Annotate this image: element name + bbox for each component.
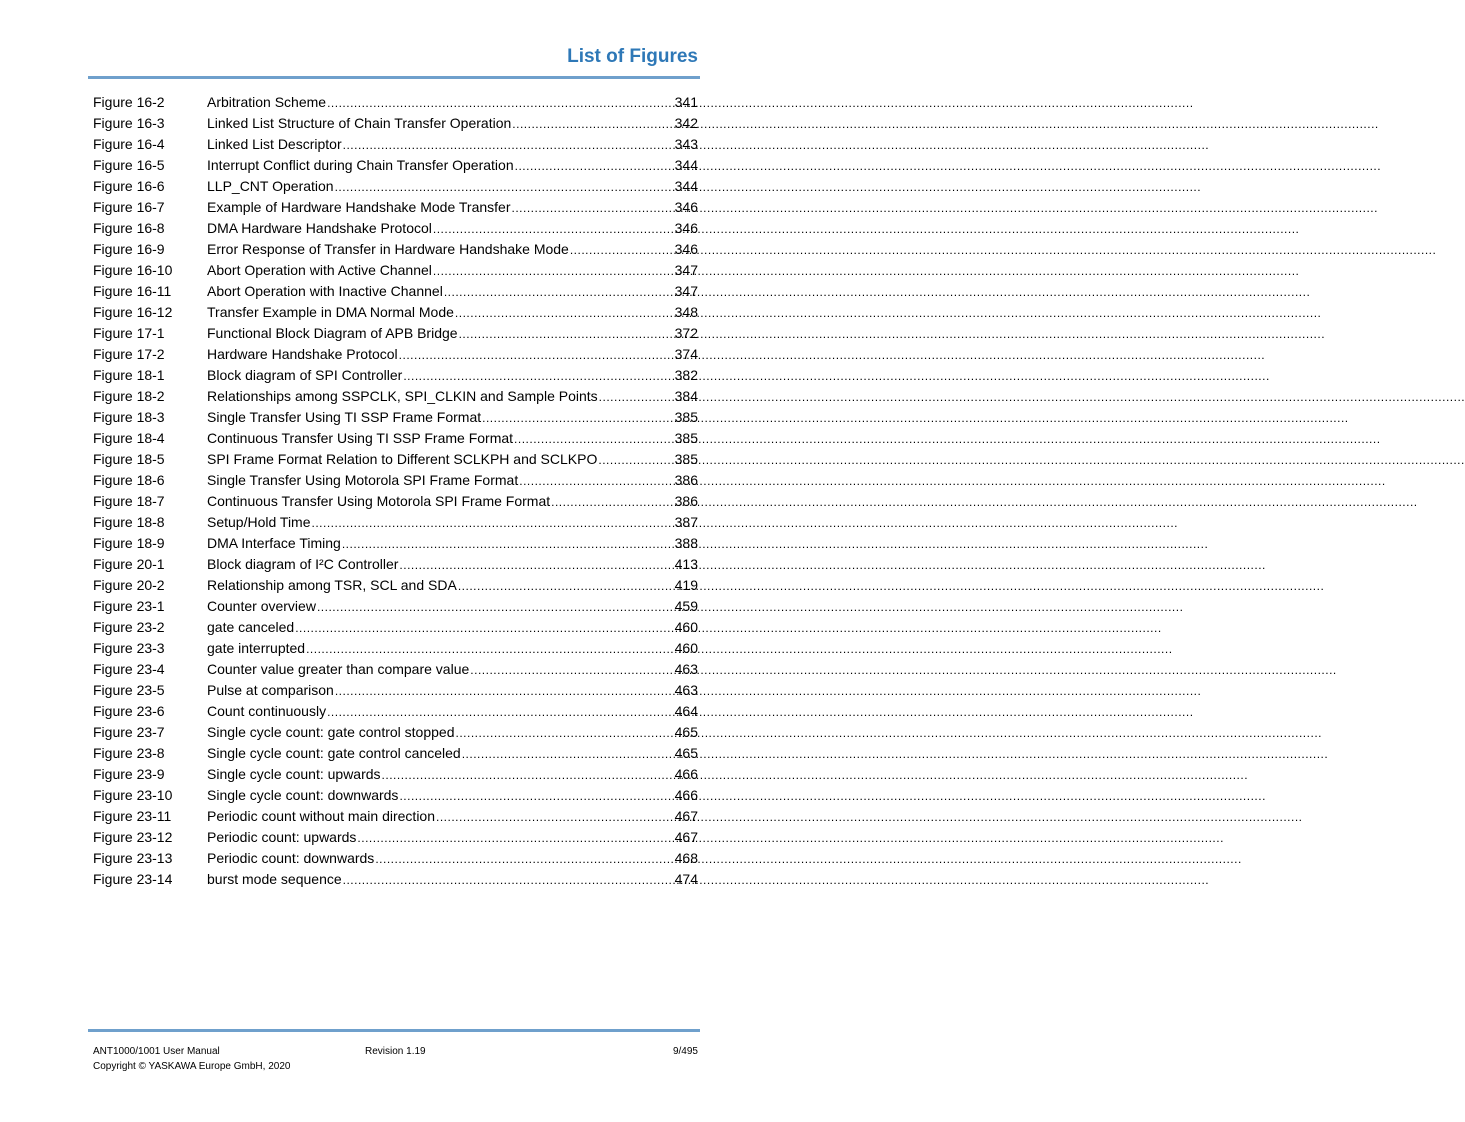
dot-leader bbox=[335, 681, 674, 702]
dot-leader bbox=[470, 660, 673, 681]
figure-entry[interactable] bbox=[93, 407, 698, 428]
dot-leader bbox=[455, 303, 674, 324]
figure-title: gate canceled bbox=[207, 619, 295, 635]
figure-entry[interactable] bbox=[93, 869, 698, 890]
dot-leader bbox=[599, 387, 674, 408]
figure-page-number: 460 bbox=[674, 640, 698, 656]
figure-number: Figure 18-7 bbox=[93, 493, 165, 509]
dot-leader bbox=[436, 807, 674, 828]
dot-leader bbox=[382, 765, 674, 786]
figure-title: Arbitration Scheme bbox=[207, 94, 327, 110]
figure-page-number: 468 bbox=[674, 850, 698, 866]
figure-page-number: 460 bbox=[674, 619, 698, 635]
figure-number: Figure 18-2 bbox=[93, 388, 165, 404]
figure-title: Pulse at comparison bbox=[207, 682, 334, 698]
dot-leader bbox=[482, 408, 674, 429]
figure-title: Counter overview bbox=[207, 598, 316, 614]
dot-leader bbox=[570, 240, 674, 261]
figure-entry[interactable] bbox=[93, 491, 698, 512]
figure-title: Periodic count: upwards bbox=[207, 829, 357, 845]
dot-leader bbox=[551, 492, 674, 513]
figure-entry[interactable] bbox=[93, 470, 698, 491]
dot-leader bbox=[399, 345, 674, 366]
figure-entry[interactable] bbox=[93, 617, 698, 638]
figure-number: Figure 16-2 bbox=[93, 94, 165, 110]
figure-number: Figure 16-11 bbox=[93, 283, 172, 299]
figure-entry[interactable] bbox=[93, 764, 698, 785]
figure-page-number: 343 bbox=[674, 136, 698, 152]
dot-leader bbox=[317, 597, 674, 618]
dot-leader bbox=[335, 177, 674, 198]
figure-entry[interactable] bbox=[93, 92, 698, 113]
figure-number: Figure 23-9 bbox=[93, 766, 165, 782]
figure-page-number: 474 bbox=[674, 871, 698, 887]
dot-leader bbox=[512, 114, 673, 135]
figure-entry[interactable] bbox=[93, 386, 698, 407]
page-title: List of Figures bbox=[567, 46, 698, 67]
figure-title: Continuous Transfer Using TI SSP Frame Format bbox=[207, 430, 514, 446]
figure-number: Figure 20-2 bbox=[93, 577, 165, 593]
figure-title: Single cycle count: upwards bbox=[207, 766, 381, 782]
footer-divider bbox=[88, 1029, 700, 1032]
figure-number: Figure 23-2 bbox=[93, 619, 165, 635]
figure-title: Linked List Structure of Chain Transfer Operation bbox=[207, 115, 512, 131]
figure-number: Figure 16-7 bbox=[93, 199, 165, 215]
figure-page-number: 342 bbox=[674, 115, 698, 131]
figure-title: SPI Frame Format Relation to Different SCLKPH and SCLKPO bbox=[207, 451, 598, 467]
figure-page-number: 344 bbox=[674, 157, 698, 173]
figure-list bbox=[93, 92, 698, 890]
figure-title: Relationships among SSPCLK, SPI_CLKIN and Sample Points bbox=[207, 388, 598, 404]
figure-page-number: 385 bbox=[674, 409, 698, 425]
figure-title: Periodic count without main direction bbox=[207, 808, 436, 824]
figure-title: Hardware Handshake Protocol bbox=[207, 346, 398, 362]
figure-page-number: 348 bbox=[674, 304, 698, 320]
footer-page-number: 9/495 bbox=[672, 1046, 698, 1057]
dot-leader bbox=[375, 849, 673, 870]
figure-title: Functional Block Diagram of APB Bridge bbox=[207, 325, 458, 341]
figure-entry[interactable] bbox=[93, 323, 698, 344]
dot-leader bbox=[598, 450, 673, 471]
figure-number: Figure 16-12 bbox=[93, 304, 173, 320]
figure-entry[interactable] bbox=[93, 365, 698, 386]
figure-page-number: 387 bbox=[674, 514, 698, 530]
figure-number: Figure 18-8 bbox=[93, 514, 165, 530]
footer-revision: Revision 1.19 bbox=[365, 1046, 426, 1057]
figure-number: Figure 18-6 bbox=[93, 472, 165, 488]
figure-number: Figure 16-5 bbox=[93, 157, 165, 173]
figure-page-number: 385 bbox=[674, 451, 698, 467]
figure-entry[interactable] bbox=[93, 827, 698, 848]
figure-number: Figure 18-1 bbox=[93, 367, 165, 383]
figure-entry[interactable] bbox=[93, 680, 698, 701]
figure-entry[interactable] bbox=[93, 785, 698, 806]
figure-title: burst mode sequence bbox=[207, 871, 342, 887]
header-divider bbox=[88, 76, 700, 79]
figure-entry[interactable] bbox=[93, 239, 698, 260]
figure-title: Abort Operation with Active Channel bbox=[207, 262, 432, 278]
figure-title: DMA Hardware Handshake Protocol bbox=[207, 220, 432, 236]
figure-title: Linked List Descriptor bbox=[207, 136, 342, 152]
figure-entry[interactable] bbox=[93, 281, 698, 302]
figure-page-number: 372 bbox=[674, 325, 698, 341]
figure-page-number: 419 bbox=[674, 577, 698, 593]
figure-number: Figure 23-8 bbox=[93, 745, 165, 761]
figure-number: Figure 23-13 bbox=[93, 850, 173, 866]
dot-leader bbox=[433, 261, 674, 282]
figure-page-number: 467 bbox=[674, 829, 698, 845]
figure-page-number: 382 bbox=[674, 367, 698, 383]
figure-entry[interactable] bbox=[93, 428, 698, 449]
figure-number: Figure 18-5 bbox=[93, 451, 165, 467]
figure-number: Figure 20-1 bbox=[93, 556, 165, 572]
dot-leader bbox=[459, 324, 674, 345]
figure-page-number: 465 bbox=[674, 724, 698, 740]
figure-number: Figure 23-11 bbox=[93, 808, 172, 824]
figure-entry[interactable] bbox=[93, 155, 698, 176]
figure-number: Figure 23-7 bbox=[93, 724, 165, 740]
figure-page-number: 385 bbox=[674, 430, 698, 446]
figure-number: Figure 23-6 bbox=[93, 703, 165, 719]
dot-leader bbox=[514, 429, 674, 450]
figure-number: Figure 16-3 bbox=[93, 115, 165, 131]
dot-leader bbox=[458, 576, 674, 597]
figure-title: Block diagram of I²C Controller bbox=[207, 556, 399, 572]
figure-title: Error Response of Transfer in Hardware Handshake Mode bbox=[207, 241, 569, 257]
figure-entry[interactable] bbox=[93, 806, 698, 827]
figure-entry[interactable] bbox=[93, 302, 698, 323]
figure-title: Counter value greater than compare value bbox=[207, 661, 470, 677]
figure-entry[interactable] bbox=[93, 134, 698, 155]
dot-leader bbox=[433, 219, 674, 240]
figure-number: Figure 16-8 bbox=[93, 220, 165, 236]
figure-number: Figure 16-9 bbox=[93, 241, 165, 257]
figure-title: Continuous Transfer Using Motorola SPI Frame Format bbox=[207, 493, 551, 509]
figure-number: Figure 18-9 bbox=[93, 535, 165, 551]
figure-number: Figure 23-10 bbox=[93, 787, 173, 803]
figure-number: Figure 23-3 bbox=[93, 640, 165, 656]
figure-title: Single cycle count: downwards bbox=[207, 787, 399, 803]
dot-leader bbox=[399, 555, 673, 576]
figure-entry[interactable] bbox=[93, 449, 698, 470]
figure-entry[interactable] bbox=[93, 722, 698, 743]
figure-page-number: 386 bbox=[674, 493, 698, 509]
figure-page-number: 344 bbox=[674, 178, 698, 194]
figure-page-number: 465 bbox=[674, 745, 698, 761]
figure-number: Figure 23-1 bbox=[93, 598, 165, 614]
dot-leader bbox=[403, 366, 673, 387]
figure-title: Single cycle count: gate control canceled bbox=[207, 745, 461, 761]
figure-page-number: 459 bbox=[674, 598, 698, 614]
figure-number: Figure 17-2 bbox=[93, 346, 165, 362]
figure-title: Single Transfer Using TI SSP Frame Format bbox=[207, 409, 482, 425]
figure-entry[interactable] bbox=[93, 113, 698, 134]
figure-title: Single cycle count: gate control stopped bbox=[207, 724, 455, 740]
figure-title: DMA Interface Timing bbox=[207, 535, 341, 551]
figure-number: Figure 23-4 bbox=[93, 661, 165, 677]
figure-number: Figure 23-5 bbox=[93, 682, 165, 698]
dot-leader bbox=[515, 156, 674, 177]
dot-leader bbox=[444, 282, 674, 303]
dot-leader bbox=[357, 828, 673, 849]
figure-page-number: 463 bbox=[674, 682, 698, 698]
figure-title: Example of Hardware Handshake Mode Transfer bbox=[207, 199, 511, 215]
figure-number: Figure 16-4 bbox=[93, 136, 165, 152]
dot-leader bbox=[306, 639, 674, 660]
figure-title: LLP_CNT Operation bbox=[207, 178, 334, 194]
figure-number: Figure 16-6 bbox=[93, 178, 165, 194]
figure-entry[interactable] bbox=[93, 218, 698, 239]
figure-page-number: 386 bbox=[674, 472, 698, 488]
figure-page-number: 374 bbox=[674, 346, 698, 362]
figure-entry[interactable] bbox=[93, 575, 698, 596]
figure-title: Periodic count: downwards bbox=[207, 850, 375, 866]
dot-leader bbox=[295, 618, 673, 639]
figure-number: Figure 18-4 bbox=[93, 430, 165, 446]
figure-number: Figure 23-14 bbox=[93, 871, 173, 887]
figure-entry[interactable] bbox=[93, 848, 698, 869]
figure-number: Figure 18-3 bbox=[93, 409, 165, 425]
figure-title: Relationship among TSR, SCL and SDA bbox=[207, 577, 457, 593]
figure-title: Abort Operation with Inactive Channel bbox=[207, 283, 443, 299]
figure-entry[interactable] bbox=[93, 176, 698, 197]
figure-entry[interactable] bbox=[93, 344, 698, 365]
figure-page-number: 413 bbox=[674, 556, 698, 572]
figure-page-number: 347 bbox=[674, 262, 698, 278]
dot-leader bbox=[342, 534, 674, 555]
footer-copyright: Copyright © YASKAWA Europe GmbH, 2020 bbox=[93, 1061, 291, 1072]
dot-leader bbox=[343, 135, 674, 156]
figure-page-number: 346 bbox=[674, 220, 698, 236]
figure-page-number: 466 bbox=[674, 766, 698, 782]
figure-entry[interactable] bbox=[93, 197, 698, 218]
dot-leader bbox=[456, 723, 674, 744]
dot-leader bbox=[343, 870, 674, 891]
figure-entry[interactable] bbox=[93, 701, 698, 722]
figure-entry[interactable] bbox=[93, 260, 698, 281]
figure-entry[interactable] bbox=[93, 659, 698, 680]
figure-entry[interactable] bbox=[93, 554, 698, 575]
dot-leader bbox=[519, 471, 673, 492]
figure-title: Single Transfer Using Motorola SPI Frame Format bbox=[207, 472, 519, 488]
figure-title: Block diagram of SPI Controller bbox=[207, 367, 403, 383]
figure-page-number: 466 bbox=[674, 787, 698, 803]
dot-leader bbox=[327, 93, 674, 114]
figure-page-number: 388 bbox=[674, 535, 698, 551]
figure-title: Interrupt Conflict during Chain Transfer Operation bbox=[207, 157, 514, 173]
figure-page-number: 341 bbox=[674, 94, 698, 110]
figure-title: Transfer Example in DMA Normal Mode bbox=[207, 304, 454, 320]
figure-entry[interactable] bbox=[93, 596, 698, 617]
dot-leader bbox=[511, 198, 673, 219]
footer-manual-name: ANT1000/1001 User Manual bbox=[93, 1046, 220, 1057]
figure-entry[interactable] bbox=[93, 743, 698, 764]
dot-leader bbox=[462, 744, 674, 765]
dot-leader bbox=[399, 786, 673, 807]
figure-title: Setup/Hold Time bbox=[207, 514, 311, 530]
dot-leader bbox=[312, 513, 674, 534]
figure-page-number: 347 bbox=[674, 283, 698, 299]
figure-page-number: 384 bbox=[674, 388, 698, 404]
figure-number: Figure 16-10 bbox=[93, 262, 173, 278]
figure-entry[interactable] bbox=[93, 638, 698, 659]
figure-title: Count continuously bbox=[207, 703, 327, 719]
figure-entry[interactable] bbox=[93, 512, 698, 533]
dot-leader bbox=[327, 702, 674, 723]
figure-page-number: 346 bbox=[674, 241, 698, 257]
figure-page-number: 463 bbox=[674, 661, 698, 677]
figure-page-number: 346 bbox=[674, 199, 698, 215]
page-footer bbox=[93, 1044, 698, 1074]
figure-number: Figure 17-1 bbox=[93, 325, 165, 341]
figure-page-number: 467 bbox=[674, 808, 698, 824]
figure-page-number: 464 bbox=[674, 703, 698, 719]
figure-entry[interactable] bbox=[93, 533, 698, 554]
figure-title: gate interrupted bbox=[207, 640, 306, 656]
figure-number: Figure 23-12 bbox=[93, 829, 173, 845]
